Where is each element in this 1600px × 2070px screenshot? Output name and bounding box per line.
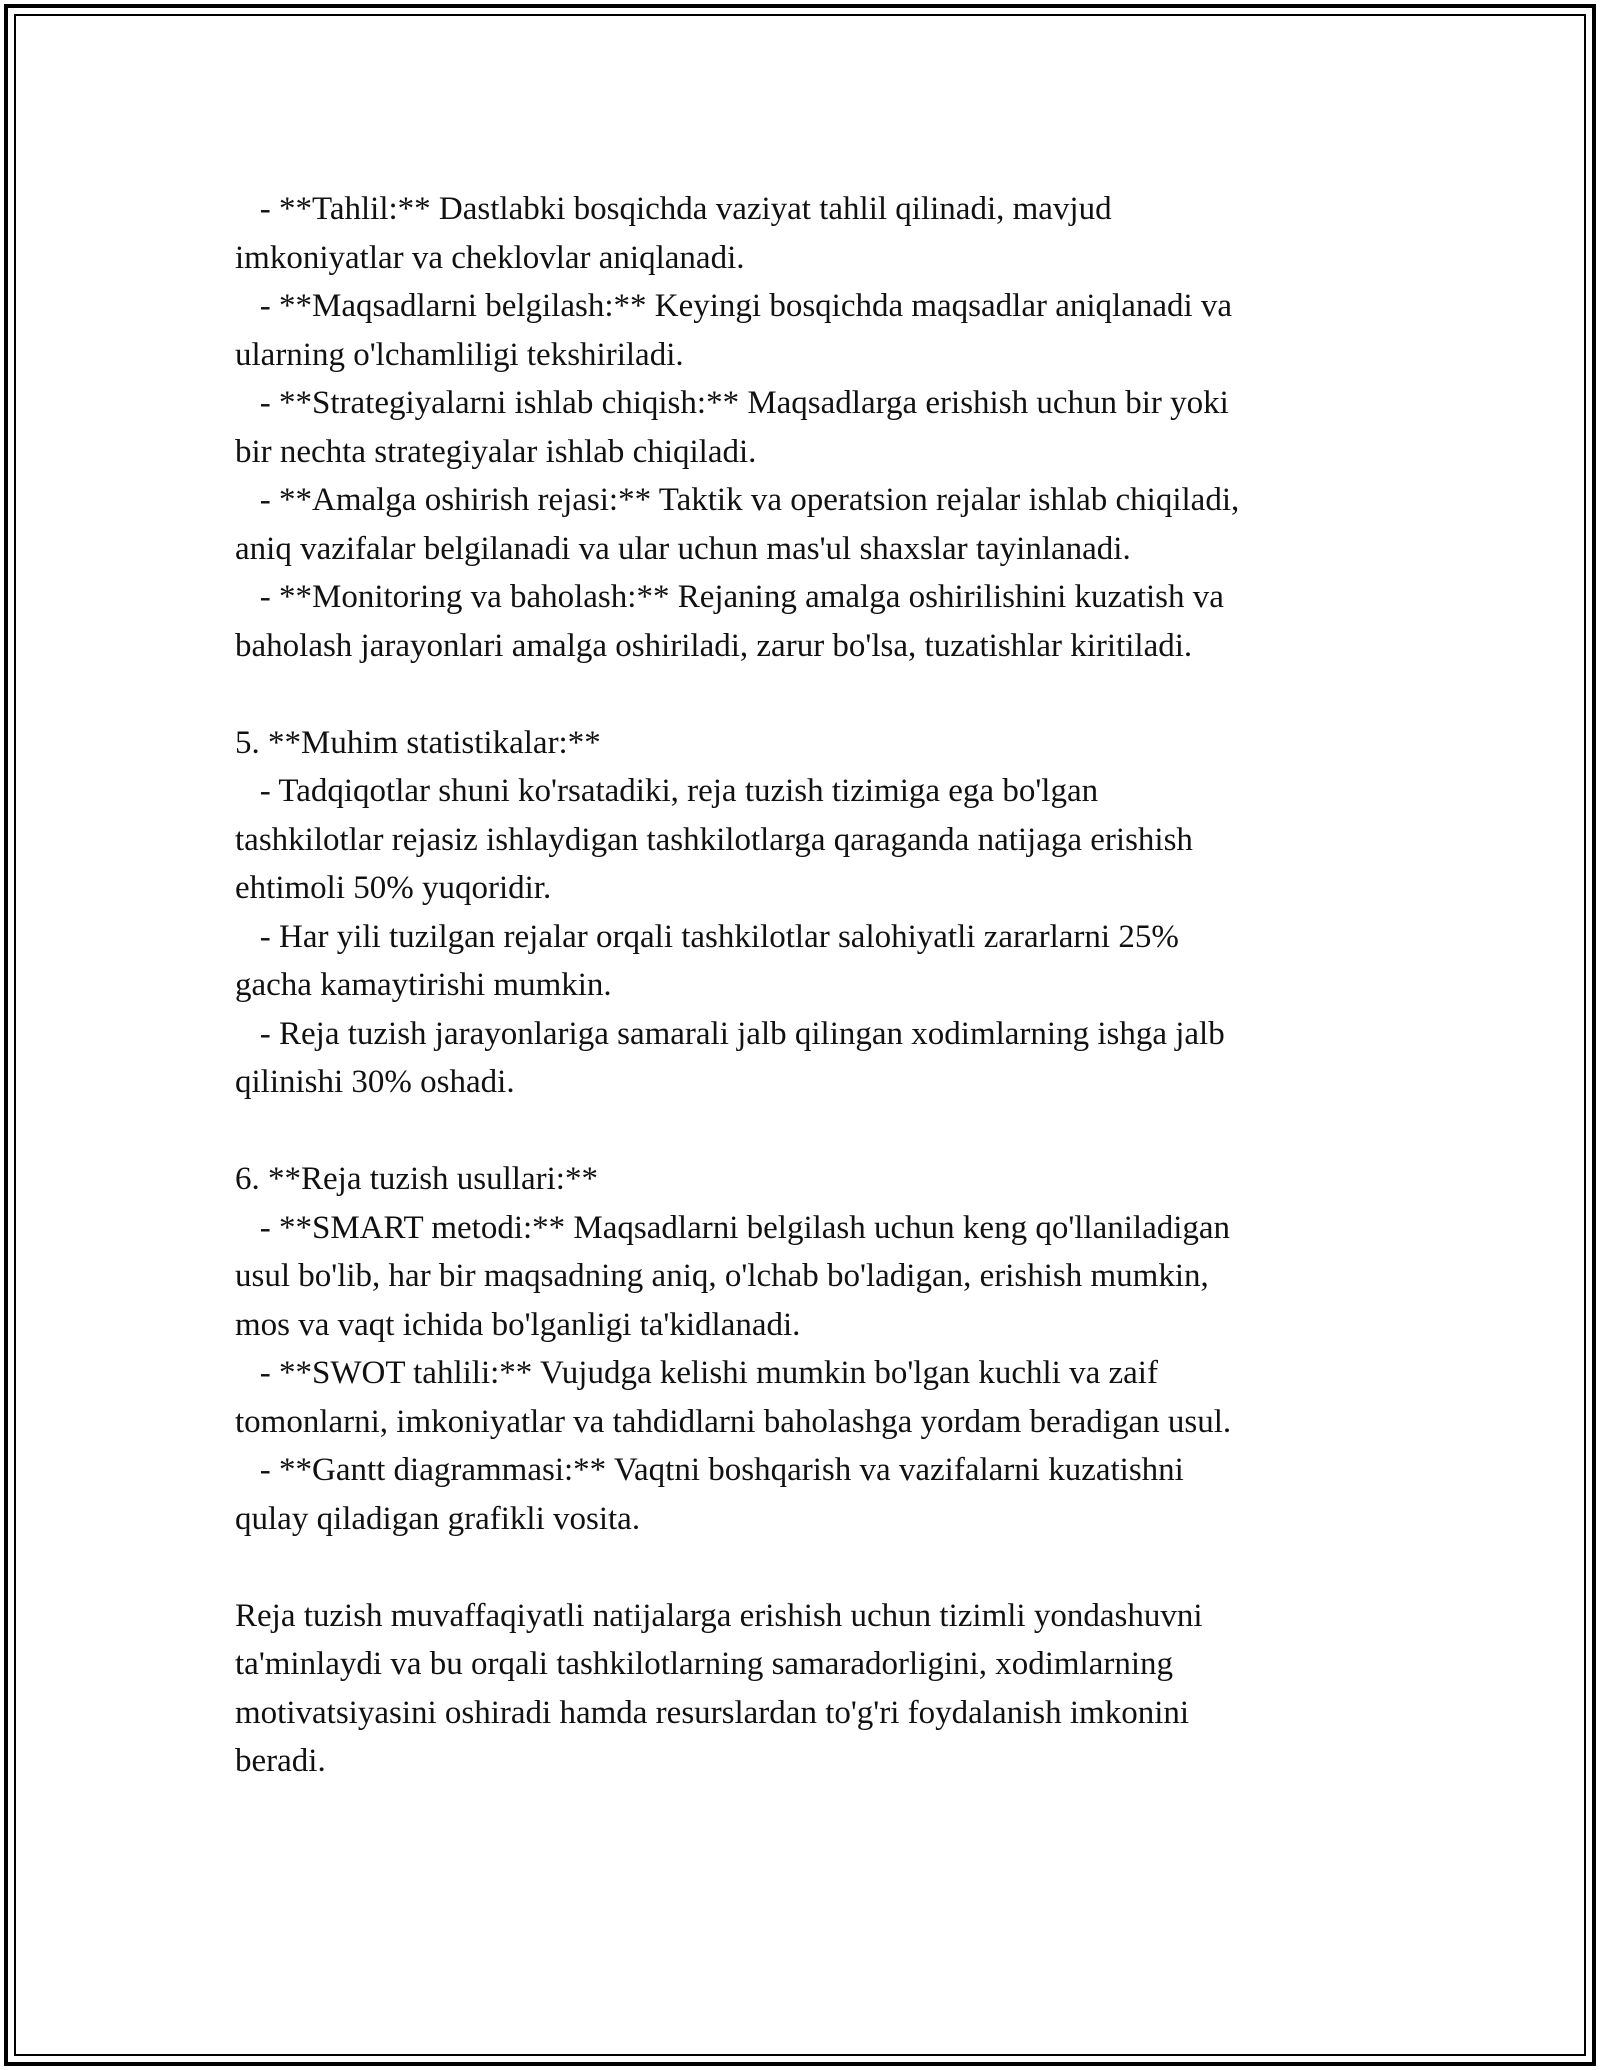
section-heading: 6. **Reja tuzish usullari:** <box>235 1161 598 1197</box>
text-line: - **SWOT tahlili:** Vujudga kelishi mumkin bo'lgan kuchli va zaif <box>235 1355 1158 1391</box>
text-line: ta'minlaydi va bu orqali tashkilotlarning samaradorligini, xodimlarning <box>235 1646 1174 1682</box>
text-line: aniq vazifalar belgilanadi va ular uchun mas'ul shaxslar tayinlanadi. <box>235 530 1131 567</box>
text-line: qulay qiladigan grafikli vosita. <box>235 1500 641 1537</box>
text-line: ehtimoli 50% yuqoridir. <box>235 870 552 906</box>
text-line: gacha kamaytirishi mumkin. <box>235 967 612 1003</box>
text-line: - **Maqsadlarni belgilash:** Keyingi bosqichda maqsadlar aniqlanadi va <box>235 288 1233 324</box>
document-body <box>235 185 1380 1786</box>
text-line: - **Strategiyalarni ishlab chiqish:** Maqsadlarga erishish uchun bir yoki <box>235 385 1229 421</box>
section-heading: 5. **Muhim statistikalar:** <box>235 724 601 761</box>
text-line: usul bo'lib, har bir maqsadning aniq, o'lchab bo'ladigan, erishish mumkin, <box>235 1258 1209 1294</box>
paragraph-spacer <box>235 670 1380 719</box>
text-line: - **Monitoring va baholash:** Rejaning amalga oshirilishini kuzatish va <box>235 579 1224 615</box>
text-line: baholash jarayonlari amalga oshiriladi, zarur bo'lsa, tuzatishlar kiritiladi. <box>235 627 1193 664</box>
paragraph-spacer <box>235 1543 1380 1592</box>
text-line: - Reja tuzish jarayonlariga samarali jalb qilingan xodimlarning ishga jalb <box>235 1015 1225 1052</box>
text-line: tomonlarni, imkoniyatlar va tahdidlarni baholashga yordam beradigan usul. <box>235 1403 1232 1440</box>
text-line: Reja tuzish muvaffaqiyatli natijalarga erishish uchun tizimli yondashuvni <box>235 1597 1203 1634</box>
conclusion-paragraph <box>235 1592 1380 1786</box>
text-line: - **Tahlil:** Dastlabki bosqichda vaziyat tahlil qilinadi, mavjud <box>235 191 1112 227</box>
text-line: - **Gantt diagrammasi:** Vaqtni boshqarish va vazifalarni kuzatishni <box>235 1452 1184 1488</box>
text-line: - Tadqiqotlar shuni ko'rsatadiki, reja tuzish tizimiga ega bo'lgan <box>235 773 1099 809</box>
process-steps-list <box>235 185 1380 670</box>
text-line: mos va vaqt ichida bo'lganligi ta'kidlanadi. <box>235 1306 801 1343</box>
text-line: - Har yili tuzilgan rejalar orqali tashkilotlar salohiyatli zararlarni 25% <box>235 918 1179 955</box>
text-line: - **SMART metodi:** Maqsadlarni belgilash uchun keng qo'llaniladigan <box>235 1209 1231 1246</box>
text-line: tashkilotlar rejasiz ishlaydigan tashkilotlarga qaraganda natijaga erishish <box>235 821 1193 858</box>
text-line: bir nechta strategiyalar ishlab chiqiladi. <box>235 433 757 470</box>
methods-section <box>235 1155 1380 1543</box>
text-line: beradi. <box>235 1743 326 1779</box>
text-line: motivatsiyasini oshiradi hamda resurslardan to'g'ri foydalanish imkonini <box>235 1694 1190 1731</box>
text-line: ularning o'lchamliligi tekshiriladi. <box>235 336 684 373</box>
statistics-section <box>235 719 1380 1107</box>
text-line: - **Amalga oshirish rejasi:** Taktik va operatsion rejalar ishlab chiqiladi, <box>235 482 1240 518</box>
text-line: imkoniyatlar va cheklovlar aniqlanadi. <box>235 239 745 276</box>
paragraph-spacer <box>235 1107 1380 1156</box>
text-line: qilinishi 30% oshadi. <box>235 1064 515 1100</box>
